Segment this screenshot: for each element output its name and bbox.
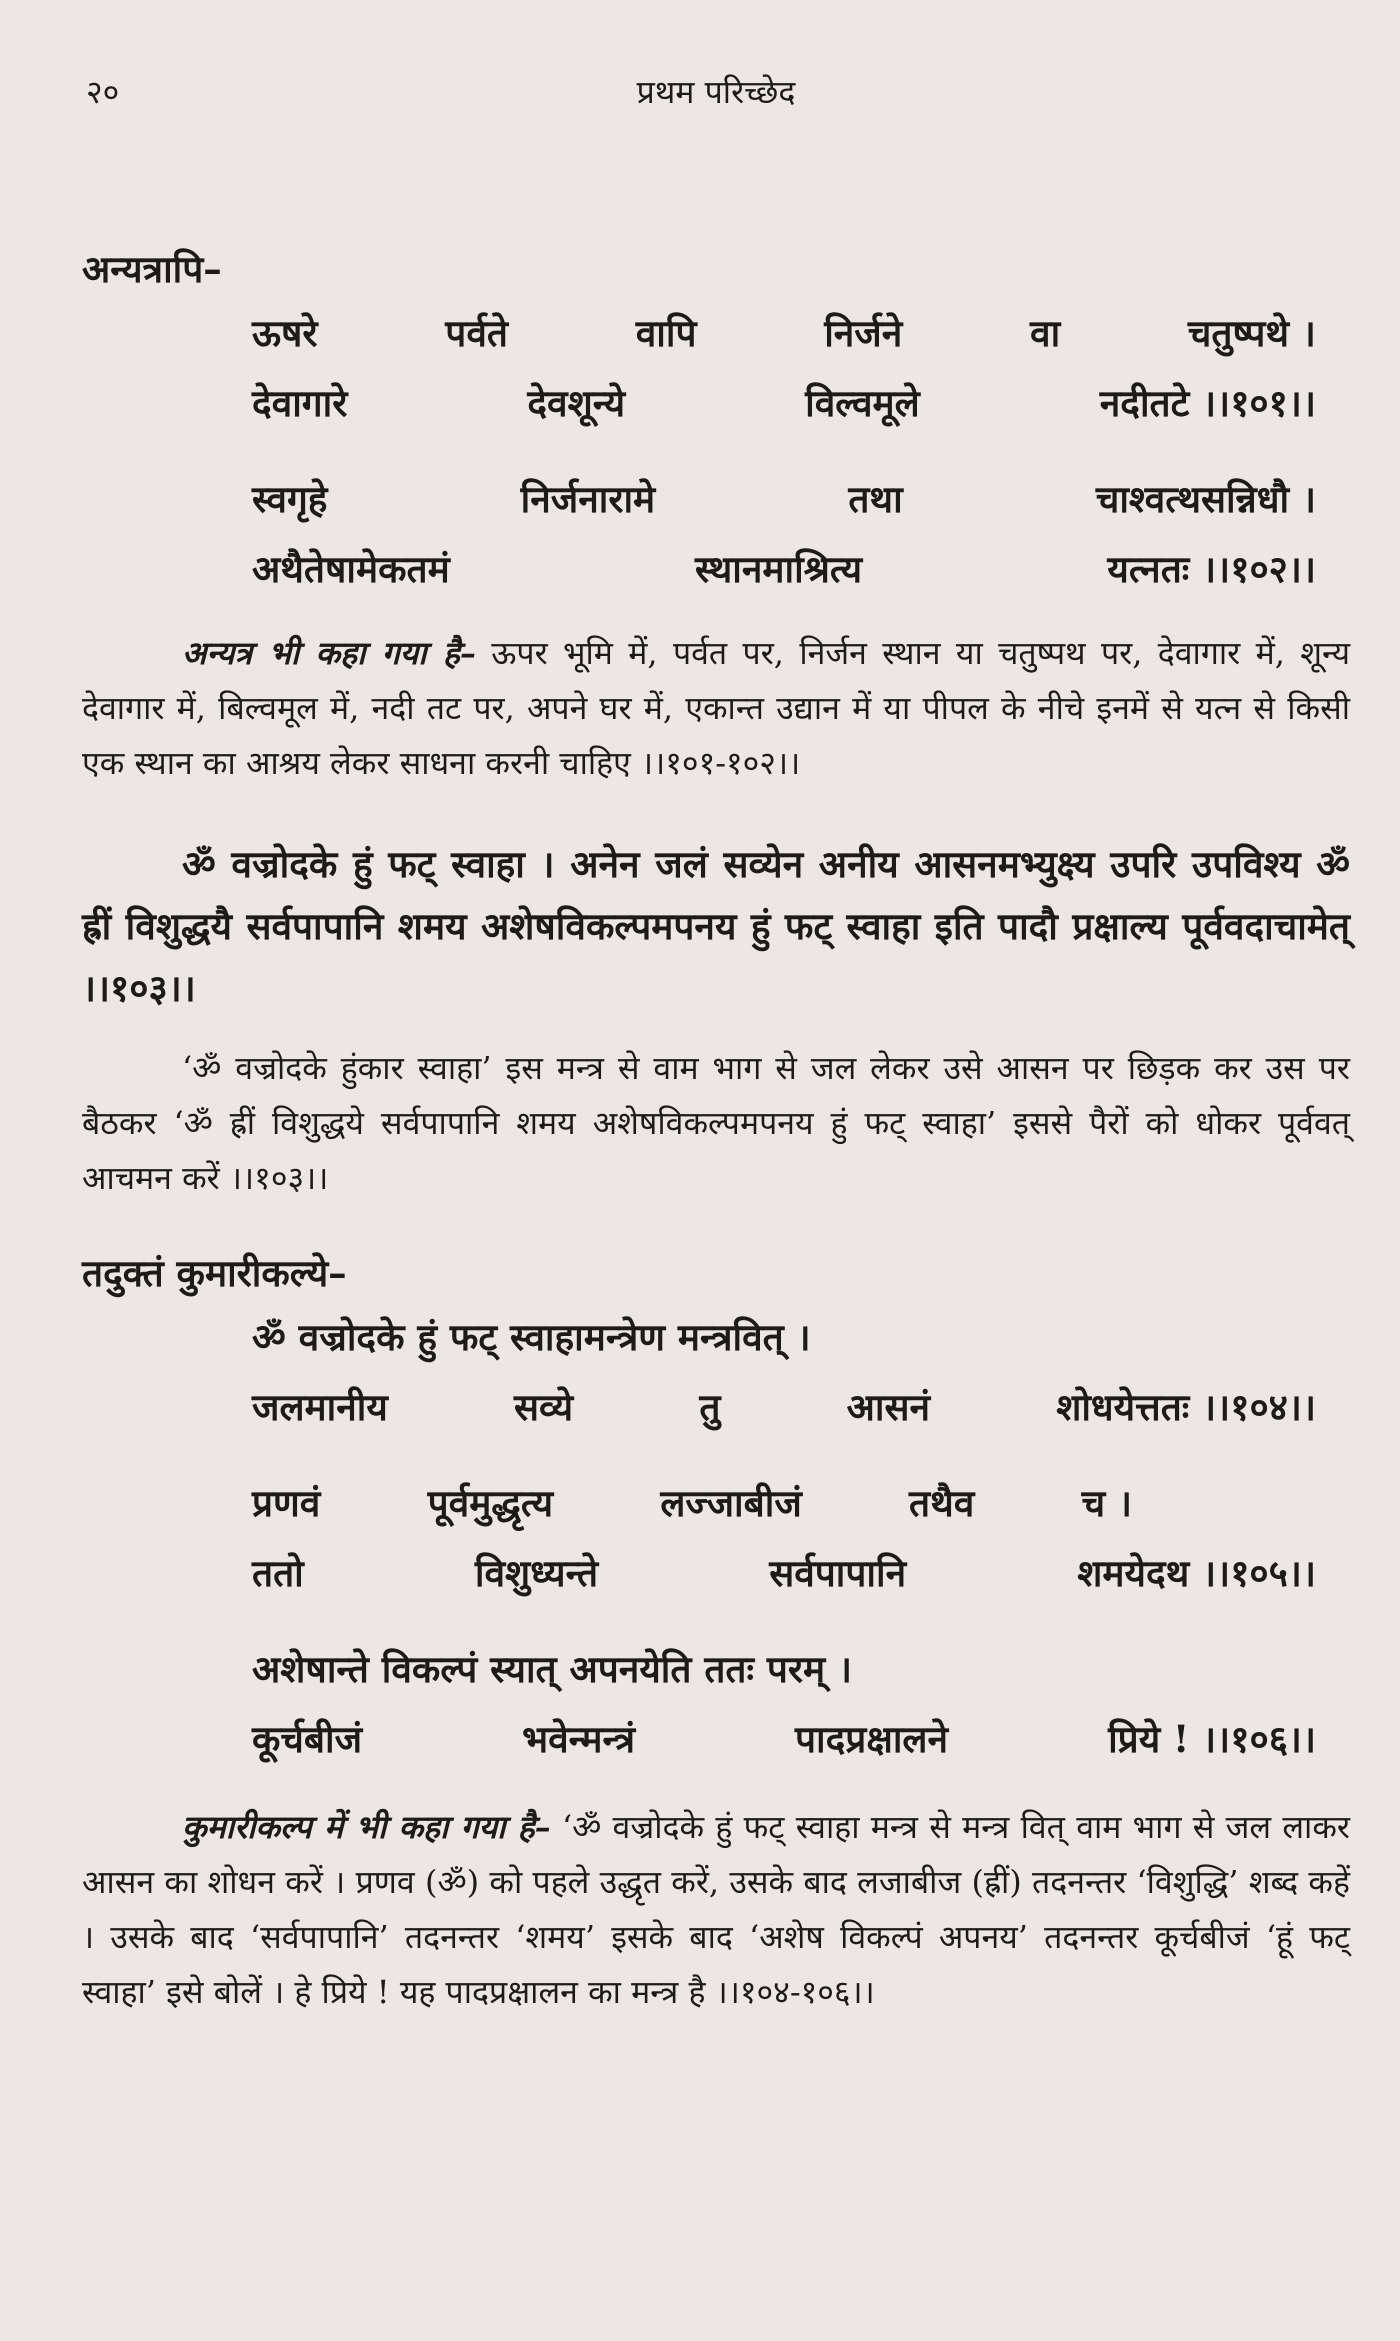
verse-word: स्थानमाश्रित्य xyxy=(695,547,863,591)
page-header xyxy=(82,70,1350,132)
verse-group-101-102 xyxy=(82,298,1350,604)
verse-line xyxy=(252,464,1316,534)
verse-line xyxy=(252,1538,1316,1608)
verse-word: सव्ये xyxy=(514,1385,574,1429)
mantra-103 xyxy=(82,833,1350,1019)
verse-word: चाश्वत्थसन्निधौ । xyxy=(1095,477,1316,521)
verse-word: लज्जाबीजं xyxy=(660,1481,802,1525)
verse-word: ॐ वज्रोदके हुं फट् स्वाहामन्त्रेण मन्त्रवित् । xyxy=(252,1315,811,1359)
verse-word: देवागारे xyxy=(252,381,348,425)
verse-word: पर्वते xyxy=(445,311,508,355)
verse-word: यत्नतः ।।१०२।। xyxy=(1107,547,1316,591)
commentary-104-106 xyxy=(82,1800,1350,2020)
verse-line xyxy=(252,1372,1316,1442)
verse-word: विल्वमूले xyxy=(805,381,920,425)
verse-word: अथैतेषामेकतमं xyxy=(252,547,450,591)
verse-word: आसनं xyxy=(846,1385,930,1429)
verse-line xyxy=(252,1468,1132,1538)
commentary-text: ‘ॐ वज्रोदके हुंकार स्वाहा’ इस मन्त्र से वाम भाग से जल लेकर उसे आसन पर छिड़क कर उस पर बैठकर ‘ॐ ह्रीं विशुद्धये सर्वपापानि शमय अशेषविकल्पमपनय हुं फट् स्वाहा’ इससे पैरों को धोकर पूर्ववत् आचमन करें ।।१०३।। xyxy=(82,1049,1350,1197)
section-lead-kumarikalpe: तदुक्तं कुमारीकल्ये– xyxy=(82,1251,347,1295)
verse-word: निर्जने xyxy=(824,311,903,355)
section-lead-anyatrapi: अन्यत्रापि– xyxy=(82,247,222,291)
commentary-103 xyxy=(82,1041,1350,1206)
verse-word: शमयेदथ ।।१०५।। xyxy=(1077,1551,1316,1595)
page-number: २० xyxy=(86,73,120,111)
verse-word: प्रिये ! ।।१०६।। xyxy=(1108,1717,1316,1761)
verse-word: सर्वपापानि xyxy=(769,1551,907,1595)
verse-word: तथा xyxy=(848,477,903,521)
running-title: प्रथम परिच्छेद xyxy=(636,73,796,111)
verse-word: भवेन्मन्त्रं xyxy=(522,1717,636,1761)
commentary-text: ‘ॐ वज्रोदके हुं फट् स्वाहा मन्त्र से मन्त्र वित् वाम भाग से जल लाकर आसन का शोधन करें । प्रणव (ॐ) को पहले उद्धृत करें, उसके बाद लजाबीज (ह्रीं) तदनन्तर ‘विशुद्धि’ शब्द कहें । उसके बाद ‘सर्वपापानि’ तदनन्तर ‘शमय’ इसके बाद ‘अशेष विकल्पं अपनय’ तदनन्तर कूर्चबीजं ‘हूं फट् स्वाहा’ इसे बोलें । हे प्रिये ! यह पादप्रक्षालन का मन्त्र है ।।१०४-१०६।। xyxy=(82,1808,1350,2011)
verse-line xyxy=(252,1302,1132,1372)
verse-word: च । xyxy=(1081,1481,1132,1525)
verse-line xyxy=(252,368,1316,438)
verse-word: वापि xyxy=(635,311,697,355)
verse-word: वा xyxy=(1030,311,1061,355)
verse-word: कूर्चबीजं xyxy=(252,1717,363,1761)
verse-word: ऊषरे xyxy=(252,311,318,355)
verse-word: नदीतटे ।।१०१।। xyxy=(1099,381,1316,425)
verse-word: तु xyxy=(699,1385,721,1429)
verse-word: प्रणवं xyxy=(252,1481,321,1525)
verse-line xyxy=(252,298,1316,368)
verse-line xyxy=(252,1704,1316,1774)
verse-word: ततो xyxy=(252,1551,304,1595)
verse-word: निर्जनारामे xyxy=(520,477,656,521)
verse-word: देवशून्ये xyxy=(527,381,626,425)
verse-word: चतुष्पथे । xyxy=(1187,311,1316,355)
commentary-101-102 xyxy=(82,626,1350,791)
verse-word: तथैव xyxy=(909,1481,975,1525)
verse-group-104-106 xyxy=(82,1302,1350,1774)
verse-word: स्वगृहे xyxy=(252,477,328,521)
verse-word: जलमानीय xyxy=(252,1385,388,1429)
commentary-cite: कुमारीकल्प में भी कहा गया है– xyxy=(182,1808,551,1846)
commentary-text: ऊपर भूमि में, पर्वत पर, निर्जन स्थान या चतुष्पथ पर, देवागार में, शून्य देवागार में, बिल्वमूल में, नदी तट पर, अपने घर में, एकान्त उद्यान में या पीपल के नीचे इनमें से यत्न से किसी एक स्थान का आश्रय लेकर साधना करनी चाहिए ।।१०१-१०२।। xyxy=(82,634,1350,782)
mantra-text: ॐ वज्रोदके हुं फट् स्वाहा । अनेन जलं सव्येन अनीय आसनमभ्युक्ष्य उपरि उपविश्य ॐ ह्रीं विशुद्धयै सर्वपापानि शमय अशेषविकल्पमपनय हुं फट् स्वाहा इति पादौ प्रक्षाल्य पूर्ववदाचामेत् ।।१०३।। xyxy=(82,842,1350,1010)
verse-word: विशुध्यन्ते xyxy=(474,1551,599,1595)
commentary-cite: अन्यत्र भी कहा गया है– xyxy=(182,634,476,672)
verse-word: शोधयेत्ततः ।।१०४।। xyxy=(1056,1385,1316,1429)
verse-word: पादप्रक्षालने xyxy=(795,1717,949,1761)
verse-word: पूर्वमुद्धृत्य xyxy=(427,1481,554,1525)
verse-line xyxy=(252,534,1316,604)
verse-word: अशेषान्ते विकल्पं स्यात् अपनयेति ततः परम् । xyxy=(252,1647,853,1691)
verse-line xyxy=(252,1634,1132,1704)
